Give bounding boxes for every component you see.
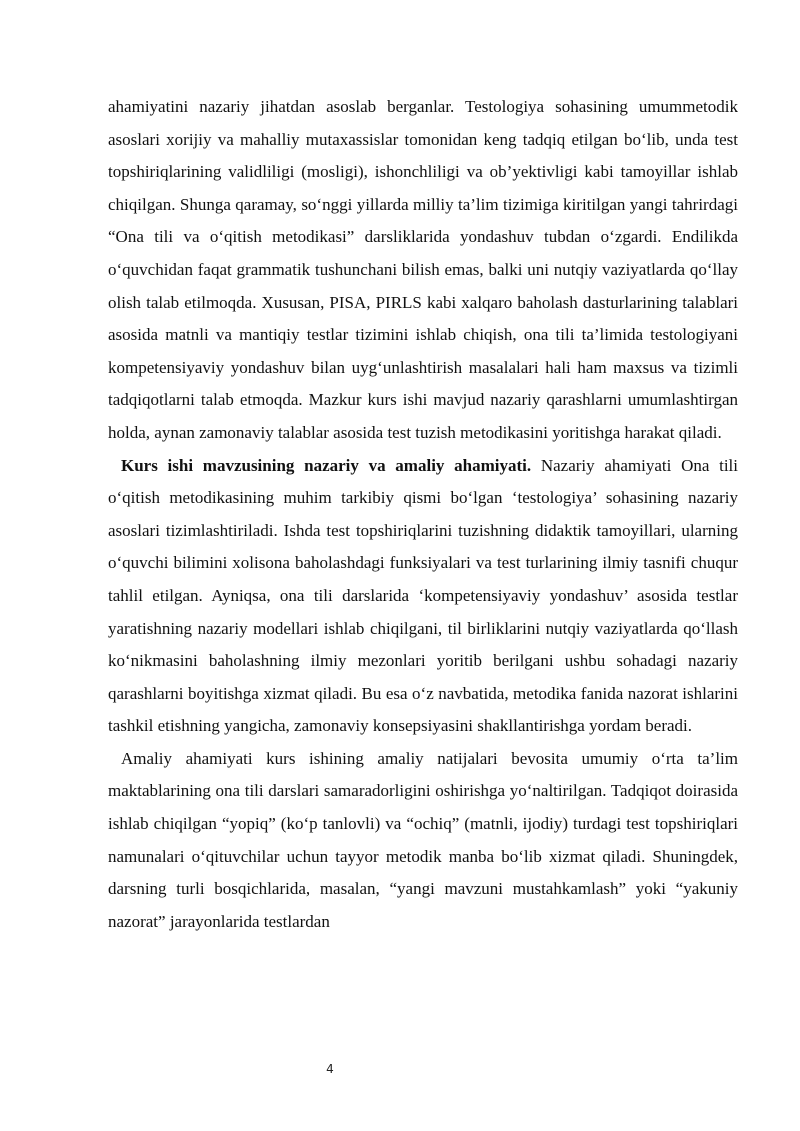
page-number: 4 <box>326 1062 334 1076</box>
paragraph-1: ahamiyatini nazariy jihatdan asoslab berganlar. Testologiya sohasining umummetodik asoslari xorijiy va mahalliy mutaxassislar tomonidan keng tadqiq etilgan bo‘lib, unda test topshiriqlarining validliligi (mosligi), ishonchliligi va ob’yektivligi kabi tamoyillar ishlab chiqilgan. Shunga qaramay, so‘nggi yillarda milliy ta’lim tizimiga kiritilgan yangi tahrirdagi “Ona tili va o‘qitish metodikasi” darsliklarida yondashuv tubdan o‘zgardi. Endilikda o‘quvchidan faqat grammatik tushunchani bilish emas, balki uni nutqiy vaziyatlarda qo‘llay olish talab etilmoqda. Xususan, PISA, PIRLS kabi xalqaro baholash dasturlarining talablari asosida matnli va mantiqiy testlar tizimini ishlab chiqish, ona tili ta’limida testologiyani kompetensiyaviy yondashuv bilan uyg‘unlashtirish masalalari hali ham maxsus va tizimli tadqiqotlarni talab etmoqda. Mazkur kurs ishi mavjud nazariy qarashlarni umumlashtirgan holda, aynan zamonaviy talablar asosida test tuzish metodikasini yoritishga harakat qiladi. <box>108 97 738 442</box>
section-heading: Kurs ishi mavzusining nazariy va amaliy ahamiyati. <box>121 455 532 475</box>
body-text <box>108 91 738 938</box>
paragraph-2-body: Nazariy ahamiyati Ona tili o‘qitish metodikasining muhim tarkibiy qismi bo‘lgan ‘testologiya’ sohasining nazariy asoslari tizimlashtiriladi. Ishda test topshiriqlarini tuzishning didaktik tamoyillari, ularning o‘quvchi bilimini xolisona baholashdagi funksiyalari va test turlarining ilmiy tasnifi chuqur tahlil etilgan. Ayniqsa, ona tili darslarida ‘kompetensiyaviy yondashuv’ asosida testlar yaratishning nazariy modellari ishlab chiqilgani, til birliklarini nutqiy vaziyatlarda qo‘llash ko‘nikmasini baholashning ilmiy mezonlari yoritib berilgani ushbu sohadagi nazariy qarashlarni boyitishga xizmat qiladi. Bu esa o‘z navbatida, metodika fanida nazorat ishlarini tashkil etishning yangicha, zamonaviy konsepsiyasini shakllantirishga yordam beradi. <box>108 455 738 736</box>
paragraph-3: Amaliy ahamiyati kurs ishining amaliy natijalari bevosita umumiy o‘rta ta’lim maktablarining ona tili darslari samaradorligini oshirishga yo‘naltirilgan. Tadqiqot doirasida ishlab chiqilgan “yopiq” (ko‘p tanlovli) va “ochiq” (matnli, ijodiy) turdagi test topshiriqlari namunalari o‘qituvchilar uchun tayyor metodik manba bo‘lib xizmat qiladi. Shuningdek, darsning turli bosqichlarida, masalan, “yangi mavzuni mustahkamlash” yoki “yakuniy nazorat” jarayonlarida testlardan <box>108 748 738 931</box>
paragraph-2 <box>108 450 738 743</box>
